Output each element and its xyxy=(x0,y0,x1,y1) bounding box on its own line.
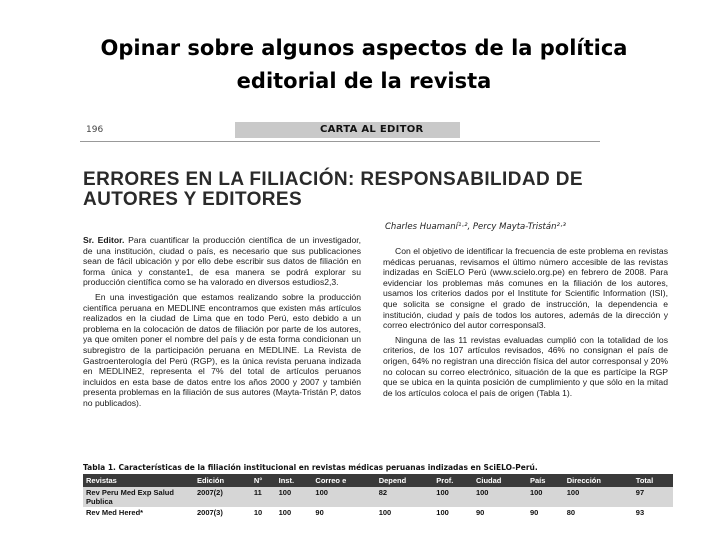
cell-prof: 100 xyxy=(436,508,449,517)
left-paragraph-2: En una investigación que estamos realizando sobre la producción científica peruana en MEDLINE encontramos que existen más artículos realizados en la ciudad de Lima que en todo Perú, esto debido a un problema en la colocación de datos de filiación por parte de los autores, ya que omiten poner el nombre del país y de esta forma condicionan un subregistro de la participación peruana en MEDLINE. La Revista de Gastroenterología del Perú (RGP), es la única revista peruana indizada en MEDLINE2, representa el 7% del total de artículos peruanos incluidos en esta base de datos entre los años 2000 y 2007 y también presenta problemas en la filiación de sus autores (Mayta-Tristán P, datos no publicados). xyxy=(83,291,361,408)
cell-edicion: 2007(3) xyxy=(197,508,223,517)
cell-direccion: 80 xyxy=(566,508,576,517)
cell-ciudad: 100 xyxy=(473,487,527,507)
cell-n: 11 xyxy=(251,487,276,507)
cell-depend: 82 xyxy=(376,487,434,507)
salutation: Sr. Editor. xyxy=(83,235,125,245)
th-pais: País xyxy=(527,474,564,487)
cell-inst: 100 xyxy=(278,508,292,517)
left-paragraph-1 xyxy=(83,235,361,288)
cell-revista: Rev Med Hered* xyxy=(86,508,144,517)
cell-total: 97 xyxy=(633,487,673,507)
th-revistas: Revistas xyxy=(83,474,194,487)
cell-correo: 90 xyxy=(315,508,324,517)
section-header-label: CARTA AL EDITOR xyxy=(320,124,424,135)
article-title: ERRORES EN LA FILIACIÓN: RESPONSABILIDAD DE AUTORES Y EDITORES xyxy=(83,169,583,210)
cell-prof: 100 xyxy=(433,487,473,507)
cell-edicion: 2007(2) xyxy=(194,487,251,507)
cell-inst: 100 xyxy=(276,487,313,507)
th-prof: Prof. xyxy=(433,474,473,487)
th-total: Total xyxy=(633,474,673,487)
th-n: N° xyxy=(251,474,276,487)
page-number: 196 xyxy=(86,125,104,135)
cell-direccion: 100 xyxy=(564,487,633,507)
table-row xyxy=(83,507,673,518)
slide-title xyxy=(40,32,688,98)
article-authors: Charles Huamaní¹·², Percy Mayta-Tristán²·³ xyxy=(385,222,566,232)
left-paragraph-1-text: Para cuantificar la producción científica de un investigador, de una institución, ciudad o país, es necesario que sus publicaciones sean de fácil ubicación y por ello debe escribir sus datos de filiación en forma única y constante1, de esa manera se podrá explorar su producción científica como se ha valorado en diversos estudios2,3. xyxy=(83,235,361,288)
th-edicion: Edición xyxy=(194,474,251,487)
table-row xyxy=(83,487,673,507)
right-paragraph-1: Con el objetivo de identificar la frecuencia de este problema en revistas médicas peruanas, revisamos el último número accesible de las revistas indizadas en SciELO Perú (www.scielo.org.pe) en febrero de 2008. Para evidenciar los problemas más comunes en la filiación de los autores, usamos los criterios dados por el Institute for Scientific Information (ISI), que solicita se consigne el grado de instrucción, la dependencia e institución, ciudad y país de todos los autores, además de la dirección y correo electrónico del autor corresponsal3. xyxy=(383,246,668,331)
cell-total: 93 xyxy=(635,508,645,517)
cell-correo: 100 xyxy=(312,487,375,507)
slide-title-line-2: editorial de la revista xyxy=(236,69,492,93)
cell-pais: 100 xyxy=(527,487,564,507)
th-direccion: Dirección xyxy=(564,474,633,487)
th-ciudad: Ciudad xyxy=(473,474,527,487)
th-inst: Inst. xyxy=(276,474,313,487)
slide-title-line-1: Opinar sobre algunos aspectos de la política xyxy=(100,36,628,60)
cell-n: 10 xyxy=(253,508,263,517)
table-caption: Tabla 1. Características de la filiación institucional en revistas médicas peruanas indizadas en SciELO-Perú. xyxy=(83,463,538,472)
th-depend: Depend xyxy=(376,474,434,487)
scanned-letter-page xyxy=(80,118,685,543)
table-header-row xyxy=(83,474,673,487)
cell-revista: Rev Peru Med Exp Salud Publica xyxy=(83,487,194,507)
filiation-table xyxy=(83,474,673,518)
cell-ciudad: 90 xyxy=(475,508,485,517)
left-column xyxy=(83,235,361,475)
cell-depend: 100 xyxy=(378,508,392,517)
right-column xyxy=(383,246,668,451)
cell-pais: 90 xyxy=(529,508,539,517)
th-correo: Correo e xyxy=(312,474,375,487)
right-paragraph-2: Ninguna de las 11 revistas evaluadas cumplió con la totalidad de los criterios, de los 107 artículos revisados, 46% no consignan el país de origen, 64% no registran una dirección física del autor corresponsal y 20% no colocan su correo electrónico, situación de la que es partícipe la RGP que se ubica en la quinta posición de cumplimiento y que sólo en la mitad de los artículos coloca el país de origen (Tabla 1). xyxy=(383,334,668,398)
header-rule xyxy=(80,141,600,142)
